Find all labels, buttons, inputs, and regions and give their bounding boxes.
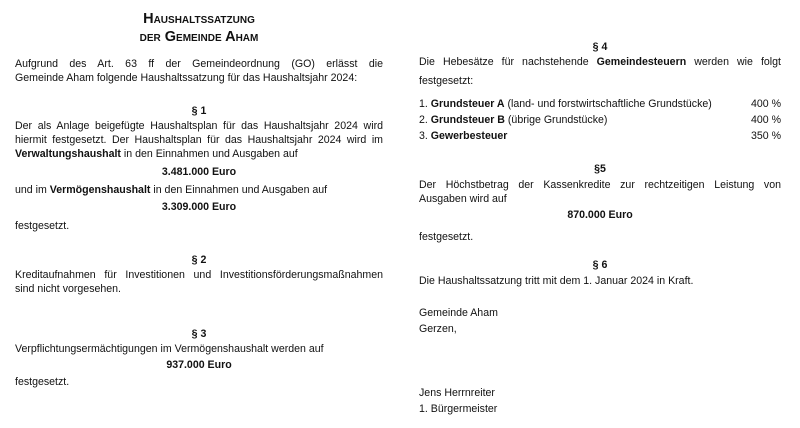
verwaltungshaushalt-label: Verwaltungshaushalt bbox=[15, 148, 121, 160]
section-1-line-4-rest: in den Einnahmen und Ausgaben auf bbox=[150, 184, 328, 196]
signature-city: Gerzen, bbox=[419, 323, 457, 335]
tax-rate-row-1 bbox=[419, 97, 781, 111]
tax-rate-number: 1. bbox=[419, 98, 431, 110]
section-1-heading: § 1 bbox=[191, 105, 207, 117]
section-5-line-2: Ausgaben wird auf bbox=[419, 193, 507, 205]
section-3-closing: festgesetzt. bbox=[15, 376, 70, 388]
section-1-line-3-rest: in den Einnahmen und Ausgaben auf bbox=[120, 148, 298, 160]
section-5-heading: §5 bbox=[594, 163, 606, 175]
tax-rate-row-2 bbox=[419, 113, 781, 127]
signature-name: Jens Herrnreiter bbox=[419, 387, 495, 399]
gemeindesteuern-label: Gemeindesteuern bbox=[596, 56, 687, 68]
section-6-heading: § 6 bbox=[592, 259, 608, 271]
section-4-line-1-pre: Die Hebesätze für nachstehende bbox=[419, 56, 597, 68]
tax-rate-label: Grundsteuer B bbox=[430, 114, 505, 126]
section-3-amount: 937.000 Euro bbox=[166, 359, 232, 371]
section-4-heading: § 4 bbox=[592, 41, 608, 53]
signature-role: 1. Bürgermeister bbox=[419, 403, 498, 415]
section-1-line-4 bbox=[15, 183, 383, 197]
section-3-line-1: Verpflichtungsermächtigungen im Vermögenshaushalt werden auf bbox=[15, 343, 324, 355]
section-1-line-1: Der als Anlage beigefügte Haushaltsplan für das Haushaltsjahr 2024 wird bbox=[15, 120, 383, 132]
intro-line-2: Gemeinde Aham folgende Haushaltssatzung für das Haushaltsjahr 2024: bbox=[15, 72, 358, 84]
tax-rate-percent: 400 % bbox=[750, 114, 781, 126]
tax-rate-row-3 bbox=[419, 129, 781, 143]
section-5-closing: festgesetzt. bbox=[419, 231, 474, 243]
section-1-line-4-pre: und im bbox=[15, 184, 50, 196]
signature-place: Gemeinde Aham bbox=[419, 307, 498, 319]
tax-rate-description: (übrige Grundstücke) bbox=[504, 114, 608, 126]
tax-rate-percent: 400 % bbox=[750, 98, 781, 110]
section-1-closing: festgesetzt. bbox=[15, 220, 70, 232]
tax-rate-description: (land- und forstwirtschaftliche Grundstücke) bbox=[504, 98, 712, 110]
section-4-line-1-post: werden wie folgt bbox=[686, 56, 781, 68]
section-5-amount: 870.000 Euro bbox=[567, 209, 633, 221]
verwaltungshaushalt-amount: 3.481.000 Euro bbox=[161, 166, 237, 178]
document-title bbox=[15, 10, 383, 46]
section-2-line-2: sind nicht vorgesehen. bbox=[15, 283, 122, 295]
section-4-line-2: festgesetzt: bbox=[419, 75, 474, 87]
section-2-heading: § 2 bbox=[191, 254, 207, 266]
title-line-1: Haushaltssatzung bbox=[143, 11, 255, 27]
tax-rate-label: Gewerbesteuer bbox=[430, 130, 508, 142]
tax-rate-label: Grundsteuer A bbox=[430, 98, 505, 110]
section-5-line-1: Der Höchstbetrag der Kassenkredite zur rechtzeitigen Leistung von bbox=[419, 179, 781, 191]
tax-rate-number: 2. bbox=[419, 114, 431, 126]
title-line-2: der Gemeinde Aham bbox=[139, 29, 259, 45]
section-3-heading: § 3 bbox=[191, 328, 207, 340]
section-6-line-1: Die Haushaltssatzung tritt mit dem 1. Januar 2024 in Kraft. bbox=[419, 275, 694, 287]
section-2-line-1: Kreditaufnahmen für Investitionen und Investitionsförderungsmaßnahmen bbox=[15, 269, 383, 281]
tax-rate-percent: 350 % bbox=[750, 130, 781, 142]
vermoegenshaushalt-label: Vermögenshaushalt bbox=[49, 184, 151, 196]
section-1-line-3 bbox=[15, 147, 383, 161]
tax-rate-number: 3. bbox=[419, 130, 431, 142]
section-1-line-2: hiermit festgesetzt. Der Haushaltsplan für das Haushaltsjahr 2024 wird im bbox=[15, 134, 383, 146]
vermoegenshaushalt-amount: 3.309.000 Euro bbox=[161, 201, 237, 213]
intro-line-1: Aufgrund des Art. 63 ff der Gemeindeordnung (GO) erlässt die bbox=[15, 58, 383, 70]
section-4-line-1 bbox=[419, 55, 781, 69]
